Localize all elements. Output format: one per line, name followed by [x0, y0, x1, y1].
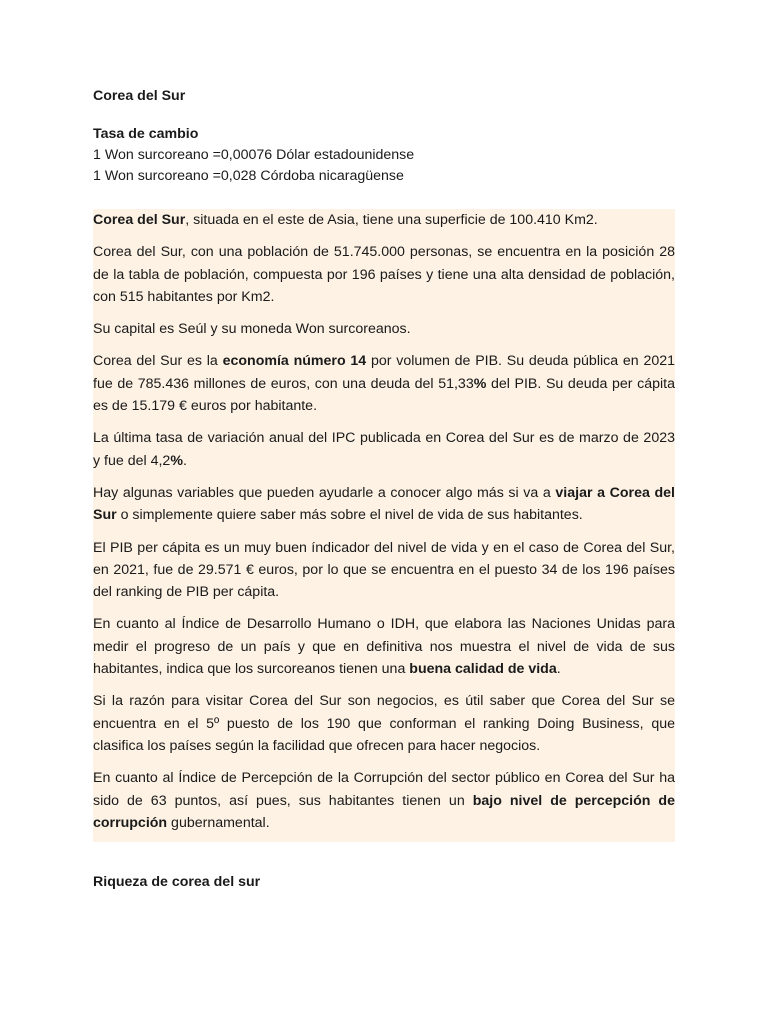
- bold-text: buena calidad de vida: [409, 661, 557, 678]
- paragraph-travel: [93, 482, 675, 527]
- section-heading-wealth: Riqueza de corea del sur: [93, 874, 261, 890]
- paragraph-text: .: [556, 661, 561, 678]
- paragraph-text: El PIB per cápita es un muy buen índicador del nivel de vida y en el caso de Corea del Sur, en 2021, fue de 29.571 € euros, por lo que se encuentra en el puesto 34 de los 196 países del ranking de PIB per cápita.: [93, 539, 675, 601]
- paragraph-text: Corea del Sur, con una población de 51.745.000 personas, se encuentra en la posición 28 de la tabla de población, compuesta por 196 países y tiene una alta densidad de población, con 515 habitantes por Km2.: [93, 244, 675, 305]
- paragraph-text: Hay algunas variables que pueden ayudarle a conocer algo más si va a: [93, 484, 556, 501]
- bold-text: viajar a Corea del Sur: [93, 484, 675, 524]
- bold-text: %: [473, 375, 487, 392]
- paragraph-hdi: [93, 613, 675, 680]
- paragraph-population: [93, 241, 675, 308]
- paragraph-ipc: [93, 427, 675, 472]
- highlighted-content-block: [93, 209, 675, 842]
- paragraph-corruption: [93, 767, 675, 834]
- document-title: Corea del Sur: [93, 88, 186, 104]
- paragraph-text: del PIB. Su deuda per cápita es de 15.179 € euros por habitante.: [93, 375, 676, 415]
- paragraph-text: La última tasa de variación anual del IPC publicada en Corea del Sur es de marzo de 2023 y fue del 4,2: [93, 430, 675, 469]
- paragraph-business: [93, 690, 675, 757]
- paragraph-text: Si la razón para visitar Corea del Sur son negocios, es útil saber que Corea del Sur se encuentra en el 5º puesto de los 190 que conforman el ranking Doing Business, que clasifica los países según la facilidad que ofrecen para hacer negocios.: [93, 693, 675, 754]
- paragraph-text: Corea del Sur es la: [93, 353, 223, 370]
- paragraph-economy: [93, 350, 675, 417]
- paragraph-surface: [93, 209, 675, 231]
- exchange-rate-heading: Tasa de cambio: [93, 126, 199, 142]
- paragraph-text: por volumen de PIB. Su deuda pública en 2021 fue de 785.436 millones de euros, con una deuda del 51,33: [93, 353, 675, 392]
- paragraph-capital: [93, 318, 675, 340]
- paragraph-text: gubernamental.: [167, 814, 270, 831]
- paragraph-text: , situada en el este de Asia, tiene una superficie de 100.410 Km2.: [185, 212, 598, 228]
- bold-text: economía número 14: [222, 353, 367, 370]
- exchange-rate-section: [93, 124, 693, 187]
- paragraph-text: En cuanto al Índice de Desarrollo Humano o IDH, que elabora las Naciones Unidas para medir el progreso de un país y que en definitiva nos muestra el nivel de vida de sus habitantes, indica que los surcoreanos tienen una: [93, 616, 675, 678]
- paragraph-gdp-per-capita: [93, 537, 675, 604]
- paragraph-text: o simplemente quiere saber más sobre el nivel de vida de sus habitantes.: [116, 507, 583, 524]
- paragraph-text: Su capital es Seúl y su moneda Won surcoreanos.: [93, 321, 411, 338]
- exchange-rate-nio: 1 Won surcoreano =0,028 Córdoba nicaragüense: [93, 168, 404, 184]
- paragraph-text: .: [182, 452, 187, 469]
- bold-text: bajo nivel de percepción de corrupción: [93, 792, 675, 831]
- paragraph-text: En cuanto al Índice de Percepción de la Corrupción del sector público en Corea del Sur ha sido de 63 puntos, así pues, sus habitantes tienen un: [93, 770, 675, 809]
- exchange-rate-usd: 1 Won surcoreano =0,00076 Dólar estadounidense: [93, 147, 415, 163]
- bold-text: Corea del Sur: [93, 212, 186, 228]
- bold-text: %: [170, 452, 183, 469]
